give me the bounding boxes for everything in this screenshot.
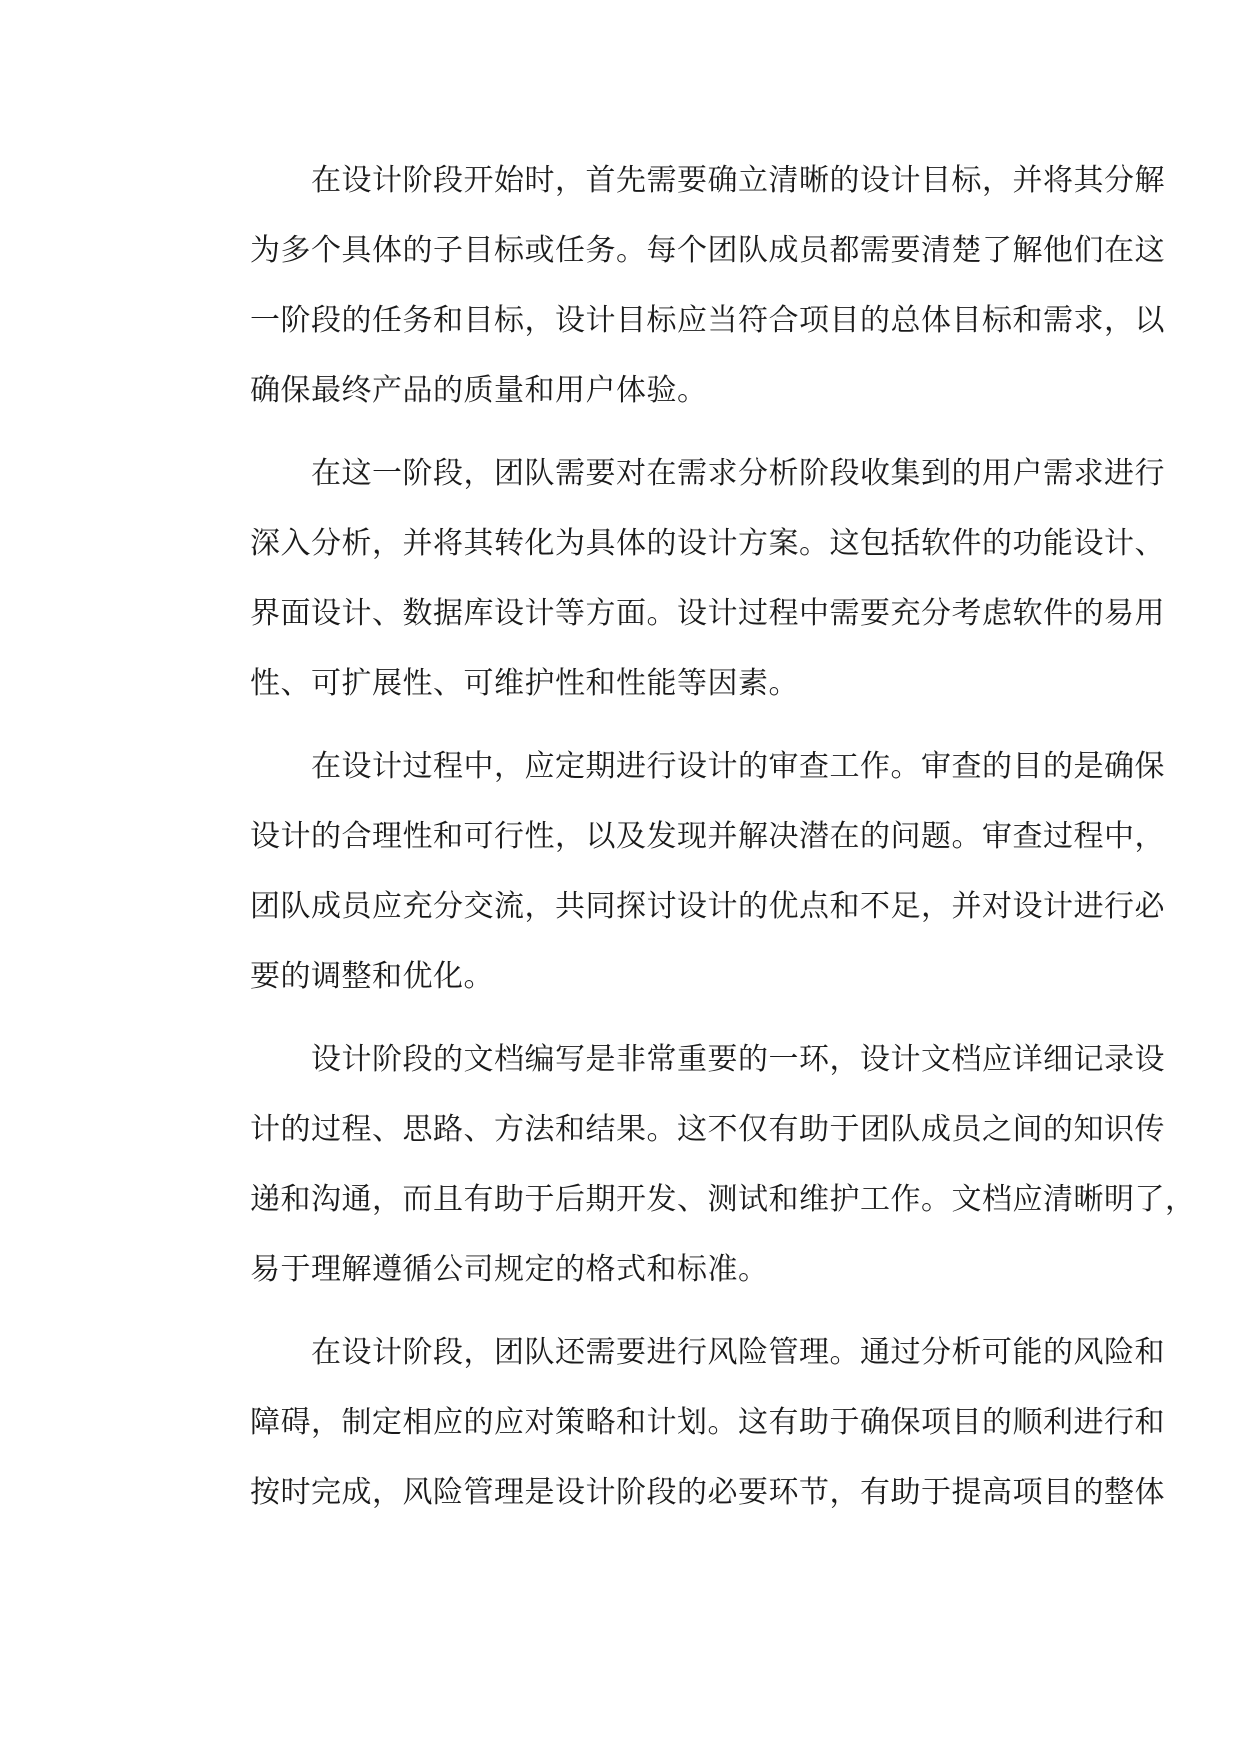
text-line: 为多个具体的子目标或任务。每个团队成员都需要清楚了解他们在这 — [250, 233, 1165, 268]
text-line: 递和沟通，而且有助于后期开发、测试和维护工作。文档应清晰明了， — [250, 1182, 1196, 1217]
text-line: 确保最终产品的质量和用户体验。 — [250, 373, 708, 408]
text-line: 界面设计、数据库设计等方面。设计过程中需要充分考虑软件的易用 — [250, 596, 1165, 631]
text-line: 在设计阶段，团队还需要进行风险管理。通过分析可能的风险和 — [311, 1335, 1165, 1370]
text-line: 设计阶段的文档编写是非常重要的一环，设计文档应详细记录设 — [311, 1042, 1165, 1077]
document-body — [189, 146, 1196, 1541]
paragraph-3 — [189, 732, 1165, 1012]
text-line: 按时完成，风险管理是设计阶段的必要环节，有助于提高项目的整体 — [250, 1475, 1165, 1510]
text-line: 性、可扩展性、可维护性和性能等因素。 — [250, 666, 799, 701]
text-line: 在设计阶段开始时，首先需要确立清晰的设计目标，并将其分解 — [311, 163, 1165, 198]
text-line: 在这一阶段，团队需要对在需求分析阶段收集到的用户需求进行 — [311, 456, 1165, 491]
paragraph-5 — [189, 1318, 1165, 1528]
text-line: 易于理解遵循公司规定的格式和标准。 — [250, 1252, 769, 1287]
text-line: 团队成员应充分交流，共同探讨设计的优点和不足，并对设计进行必 — [250, 889, 1165, 924]
text-line: 计的过程、思路、方法和结果。这不仅有助于团队成员之间的知识传 — [250, 1112, 1165, 1147]
text-line: 要的调整和优化。 — [250, 959, 494, 994]
text-line: 一阶段的任务和目标，设计目标应当符合项目的总体目标和需求，以 — [250, 303, 1165, 338]
paragraph-2 — [189, 439, 1165, 719]
text-line: 设计的合理性和可行性，以及发现并解决潜在的问题。审查过程中， — [250, 819, 1165, 854]
paragraph-4 — [189, 1025, 1196, 1305]
paragraph-1 — [189, 146, 1165, 426]
text-line: 障碍，制定相应的应对策略和计划。这有助于确保项目的顺利进行和 — [250, 1405, 1165, 1440]
text-line: 在设计过程中，应定期进行设计的审查工作。审查的目的是确保 — [311, 749, 1165, 784]
text-line: 深入分析，并将其转化为具体的设计方案。这包括软件的功能设计、 — [250, 526, 1165, 561]
